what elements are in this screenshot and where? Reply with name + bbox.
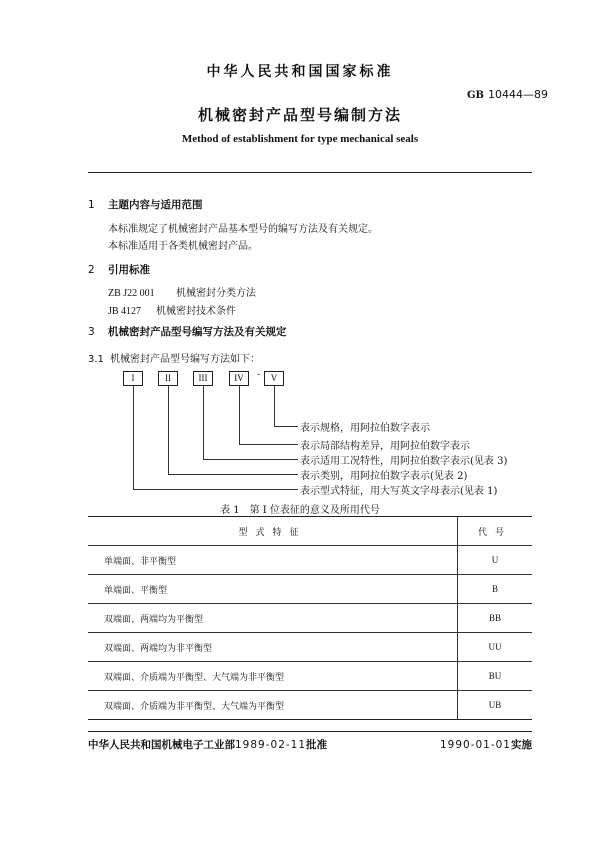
- country-standard-heading: 中华人民共和国国家标准: [206, 64, 394, 80]
- model-position-box-3: III: [193, 371, 213, 386]
- reference-name: 机械密封技术条件: [156, 306, 236, 317]
- table-header-row: [88, 517, 532, 546]
- reference-code: ZB J22 001: [108, 288, 155, 299]
- feature-cell: 双端面、介质端为非平衡型、大气端为平衡型: [88, 691, 458, 720]
- model-position-box-2: II: [158, 371, 178, 386]
- section-number: 2: [88, 264, 95, 276]
- connector-line: [239, 386, 240, 444]
- approval-date: 1989-02-11: [235, 739, 307, 751]
- feature-cell: 单端面、平衡型: [88, 575, 458, 604]
- code-cell: BU: [458, 662, 533, 691]
- approver: 中华人民共和国机械电子工业部: [88, 739, 235, 751]
- section-number: 3: [88, 326, 95, 338]
- table-row: [88, 604, 532, 633]
- section-3-heading: [88, 324, 287, 339]
- connector-line: [203, 459, 298, 460]
- table-row: [88, 662, 532, 691]
- section-title: 机械密封产品型号编写方法如下：: [110, 354, 260, 365]
- model-position-box-4: IV: [229, 371, 249, 386]
- paragraph: 本标准适用于各类机械密封产品。: [108, 241, 258, 252]
- section-number: 1: [88, 199, 95, 211]
- connector-line: [133, 386, 134, 489]
- code-cell: U: [458, 546, 533, 575]
- code-cell: UU: [458, 633, 533, 662]
- paragraph: 本标准规定了机械密封产品基本型号的编写方法及有关规定。: [108, 224, 378, 235]
- table-row: [88, 691, 532, 720]
- reference-item: [108, 284, 256, 299]
- section-title: 机械密封产品型号编写方法及有关规定: [108, 326, 287, 338]
- section-1-heading: [88, 197, 203, 212]
- model-position-box-5: V: [264, 371, 284, 386]
- table-row: [88, 546, 532, 575]
- standard-prefix: GB: [467, 90, 484, 101]
- effective-statement: [440, 737, 532, 752]
- legend-position-5: 表示规格，用阿拉伯数字表示: [300, 423, 430, 434]
- connector-line: [168, 386, 169, 474]
- connector-line: [133, 489, 298, 490]
- table-caption: 表 1 第 I 位表征的意义及所用代号: [220, 505, 380, 516]
- code-cell: UB: [458, 691, 533, 720]
- model-position-box-1: I: [123, 371, 143, 386]
- legend-position-2: 表示类别，用阿拉伯数字表示(见表 2): [300, 471, 468, 482]
- model-separator: -: [257, 370, 261, 380]
- section-title: 主题内容与适用范围: [108, 199, 203, 211]
- section-2-heading: [88, 262, 150, 277]
- connector-line: [168, 474, 298, 475]
- legend-position-3: 表示适用工况特性，用阿拉伯数字表示(见表 3): [300, 456, 508, 467]
- column-header-code: 代号: [458, 517, 533, 546]
- code-cell: BB: [458, 604, 533, 633]
- section-3-1-heading: [88, 350, 260, 365]
- connector-line: [274, 386, 275, 426]
- type-feature-table: [88, 516, 532, 720]
- approval-label: 批准: [306, 739, 328, 751]
- code-cell: B: [458, 575, 533, 604]
- footer-divider: [88, 731, 532, 732]
- effective-date: 1990-01-01: [439, 739, 511, 751]
- standard-code: 10444—89: [488, 88, 548, 101]
- legend-position-4: 表示局部结构差异，用阿拉伯数字表示: [300, 441, 470, 452]
- connector-line: [239, 444, 298, 445]
- standard-number: [467, 88, 548, 101]
- section-number: 3.1: [88, 354, 104, 365]
- section-title: 引用标准: [108, 264, 150, 276]
- header-divider: [88, 172, 532, 173]
- approval-statement: [88, 737, 327, 752]
- document-title-english: Method of establishment for type mechanical seals: [181, 133, 419, 145]
- feature-cell: 单端面、非平衡型: [88, 546, 458, 575]
- reference-name: 机械密封分类方法: [176, 288, 256, 299]
- table-row: [88, 575, 532, 604]
- table-row: [88, 633, 532, 662]
- feature-cell: 双端面、两端均为非平衡型: [88, 633, 458, 662]
- connector-line: [274, 426, 298, 427]
- document-title: 机械密封产品型号编制方法: [197, 106, 402, 124]
- legend-position-1: 表示型式特征，用大写英文字母表示(见表 1): [300, 486, 498, 497]
- reference-item: [108, 302, 236, 317]
- column-header-feature: 型式特征: [88, 517, 458, 546]
- connector-line: [203, 386, 204, 459]
- reference-code: JB 4127: [108, 306, 142, 317]
- effective-label: 实施: [511, 739, 532, 751]
- feature-cell: 双端面、两端均为平衡型: [88, 604, 458, 633]
- feature-cell: 双端面、介质端为平衡型、大气端为非平衡型: [88, 662, 458, 691]
